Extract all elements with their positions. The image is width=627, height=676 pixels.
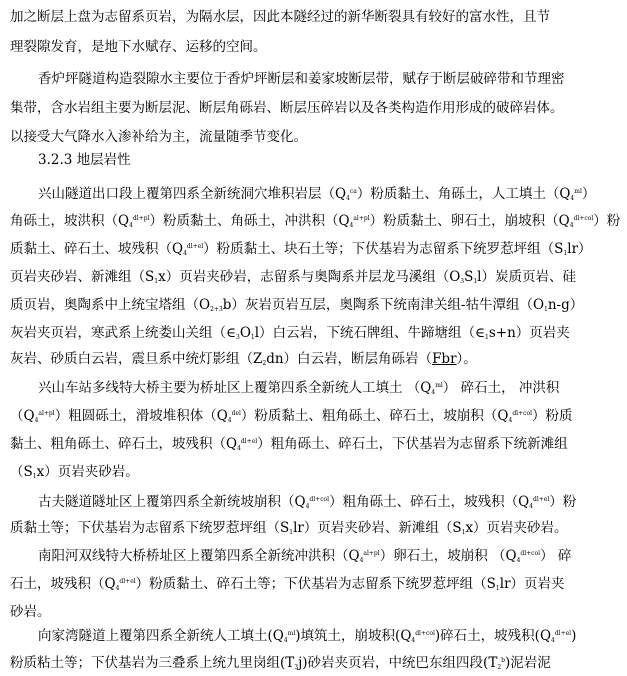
text-run: Fbr [432, 351, 457, 367]
text-run: （Q [10, 408, 35, 424]
text-run: lr） [567, 241, 592, 257]
subscript: 4 [115, 585, 120, 592]
subscript: 4 [359, 557, 364, 564]
superscript: dl+col [309, 496, 330, 503]
superscript: dl+col [512, 410, 533, 417]
subscript: 4 [283, 637, 288, 644]
text-run: x）页岩夹砂岩。 [465, 520, 568, 536]
subscript: 4 [305, 503, 310, 510]
superscript: ml [435, 382, 443, 389]
superscript: dl+col [415, 630, 435, 637]
subscript: 4 [551, 637, 555, 644]
text-run: 页岩夹砂岩、新滩组（S [10, 269, 155, 285]
text-run: b）灰岩页岩互层，奥陶系下统南津关组-牯牛潭组（O [222, 297, 545, 313]
text-run: O [239, 325, 251, 341]
subscript: 4 [237, 445, 241, 452]
paragraph-line [38, 546, 621, 566]
subscript: 1 [250, 334, 255, 341]
text-run: ）卵石土，坡崩积 （Q [379, 548, 517, 564]
text-run: 砂岩。 [10, 604, 51, 620]
paragraph-line [10, 349, 621, 369]
subscript: 4 [349, 222, 354, 229]
text-run: ）粗角砾土、碎石土，下伏基岩为志留系下统新滩组 [257, 436, 568, 452]
subscript: 2+3 [210, 306, 223, 313]
text-run: ）粉质黏土、角砾土，人工填土（Q [356, 186, 571, 202]
paragraph-line [10, 434, 621, 454]
text-run: ）粗圆砾土，滑坡堆积体（Q [54, 408, 228, 424]
subscript: 1 [461, 529, 466, 536]
paragraph-line: 集带，含水岩组主要为断层泥、断层角砾岩、断层压碎岩以及各类构造作用形成的破碎岩体。 [10, 100, 564, 116]
text-run: dn）白云岩，断层角砾岩（ [266, 351, 433, 367]
text-run: ）粉质黏土、粗角砾土、碎石土，坡崩积（Q [240, 408, 509, 424]
text-run: l）白云岩，下统石牌组、牛蹄塘组（∈ [254, 325, 486, 341]
text-run: lr）页岩夹 [499, 576, 565, 592]
text-run: 粉质粘土等；下伏基岩为三叠系上统九里岗组(T [10, 655, 295, 671]
text-run: 角砾土，坡洪积（Q [10, 213, 130, 229]
paragraph-line: 加之断层上盘为志留系页岩，为隔水层，因此本隧经过的新华断裂具有较好的富水性，且节 [10, 9, 550, 25]
paragraph-line [10, 267, 621, 287]
text-run: ）粗角砾土、碎石土，坡残积（Q [329, 494, 530, 510]
superscript: dl+el [533, 496, 550, 503]
paragraph-line [38, 184, 621, 204]
superscript: al+pl [363, 550, 380, 557]
subscript: 1 [495, 585, 500, 592]
superscript: del [231, 410, 241, 417]
superscript: dl+el [186, 243, 204, 250]
text-run: 质页岩，奥陶系中上统宝塔组（O [10, 297, 211, 313]
paragraph-line [10, 653, 621, 673]
superscript: dl+el [119, 578, 136, 585]
text-run: ）粉质黏土、碎石土等；下伏基岩为志留系下统罗惹坪组（S [135, 576, 496, 592]
text-run: 兴山车站多线特大桥主要为桥址区上覆第四系全新统人工填土 （Q [38, 380, 432, 396]
text-run: 质黏土等；下伏基岩为志留系下统罗惹坪组（S [10, 520, 290, 536]
text-run: ） [581, 186, 596, 202]
paragraph-line [10, 602, 621, 622]
text-run: ) [571, 628, 577, 644]
text-run: ）粉质 [532, 408, 573, 424]
text-run: s+n）页岩夹 [488, 325, 570, 341]
subscript: 4 [346, 195, 350, 202]
text-run: 南阳河双线特大桥桥址区上覆第四系全新统冲洪积（Q [38, 548, 360, 564]
subscript: 3 [294, 664, 299, 671]
subscript: 1 [289, 529, 294, 536]
text-run: lr）页岩夹砂岩、新滩组（S [293, 520, 462, 536]
section-heading: 3.2.3 地层岩性 [38, 152, 131, 168]
paragraph-line [10, 574, 621, 594]
subscript: 4 [508, 417, 513, 424]
subscript: 1 [544, 306, 548, 313]
subscript: 2 [497, 664, 502, 671]
paragraph-line [10, 462, 621, 482]
subscript: 4 [529, 503, 533, 510]
text-run: 石土，坡残积（Q [10, 576, 116, 592]
text-run: x）页岩夹砂岩，志留系与奥陶系并层龙马溪组（O [158, 269, 461, 285]
subscript: 4 [129, 222, 133, 229]
subscript: 4 [34, 417, 39, 424]
text-run: )泥岩泥 [505, 655, 551, 671]
paragraph-line [38, 626, 621, 646]
superscript: dl+col [573, 215, 594, 222]
subscript: 4 [183, 250, 187, 257]
subscript: 2 [262, 360, 267, 367]
subscript: 1 [485, 334, 489, 341]
superscript: dl+el [240, 438, 258, 445]
superscript: al+pl [38, 410, 55, 417]
subscript: 1 [563, 250, 568, 257]
superscript: al+pl [353, 215, 370, 222]
text-run: x）页岩夹砂岩。 [36, 464, 139, 480]
subscript: 3 [460, 278, 465, 285]
subscript: 4 [411, 637, 416, 644]
text-run: ）粉质黏土、角砾土，冲洪积（Q [149, 213, 350, 229]
text-run: ）粉 [549, 494, 577, 510]
subscript: 4 [569, 222, 574, 229]
text-run: ） 碎石土， 冲洪积 [442, 380, 560, 396]
subscript: 4 [570, 195, 575, 202]
text-run: 灰岩夹页岩，寒武系上统娄山关组（∈ [10, 325, 236, 341]
subscript: 1 [32, 473, 37, 480]
text-run: S [464, 269, 474, 285]
paragraph-line: 以接受大气降水入渗补给为主，流量随季节变化。 [10, 129, 307, 145]
paragraph-line [10, 211, 621, 231]
text-run: 古夫隧道隧址区上覆第四系全新统坡崩积（Q [38, 494, 306, 510]
subscript: 1 [473, 278, 478, 285]
superscript: ml [574, 188, 582, 195]
superscript: ml [287, 630, 296, 637]
superscript: dl+pl [132, 215, 150, 222]
text-run: ）。 [456, 351, 477, 367]
paragraph-line [10, 518, 621, 538]
paragraph-line [10, 239, 621, 259]
paragraph-line [10, 295, 621, 315]
text-run: ）粉质黏土、块石土等；下伏基岩为志留系下统罗惹坪组（S [203, 241, 564, 257]
superscript: ca [349, 188, 357, 195]
paragraph-line [38, 492, 621, 512]
text-run: j)砂岩夹页岩，中统巴东组四段(T [298, 655, 498, 671]
superscript: dl+el [554, 630, 572, 637]
text-run: n-g） [547, 297, 584, 313]
text-run: )碎石土，坡残积(Q [434, 628, 552, 644]
superscript: b [501, 657, 506, 664]
text-run: 灰岩、砂质白云岩，震旦系中统灯影组（Z [10, 351, 263, 367]
paragraph-line [10, 323, 621, 343]
text-run: 质黏土、碎石土、坡残积（Q [10, 241, 184, 257]
paragraph-line: 香炉坪隧道构造裂隙水主要位于香炉坪断层和姜家坡断层带，赋存于断层破碎带和节理密 [38, 71, 565, 87]
subscript: 4 [227, 417, 232, 424]
paragraph-line [10, 406, 621, 426]
paragraph-line: 理裂隙发育，是地下水赋存、运移的空间。 [10, 39, 267, 55]
text-run: ）粉质黏土、卵石土，崩坡积（Q [369, 213, 570, 229]
text-run: （S [10, 464, 33, 480]
text-run: 黏土、粗角砾土、碎石土，坡残积（Q [10, 436, 238, 452]
text-run: 兴山隧道出口段上覆第四系全新统洞穴堆积岩层（Q [38, 186, 347, 202]
subscript: 4 [431, 389, 436, 396]
text-run: ）粉 [593, 213, 621, 229]
superscript: dl+col [520, 550, 541, 557]
paragraph-line [38, 378, 621, 398]
subscript: 4 [516, 557, 521, 564]
subscript: 3 [236, 334, 240, 341]
text-run: )填筑土，崩坡积(Q [295, 628, 412, 644]
text-run: ） 碎 [540, 548, 572, 564]
text-run: l）炭质页岩、硅 [477, 269, 576, 285]
text-run: 向家湾隧道上覆第四系全新统人工填土(Q [38, 628, 284, 644]
subscript: 1 [154, 278, 159, 285]
